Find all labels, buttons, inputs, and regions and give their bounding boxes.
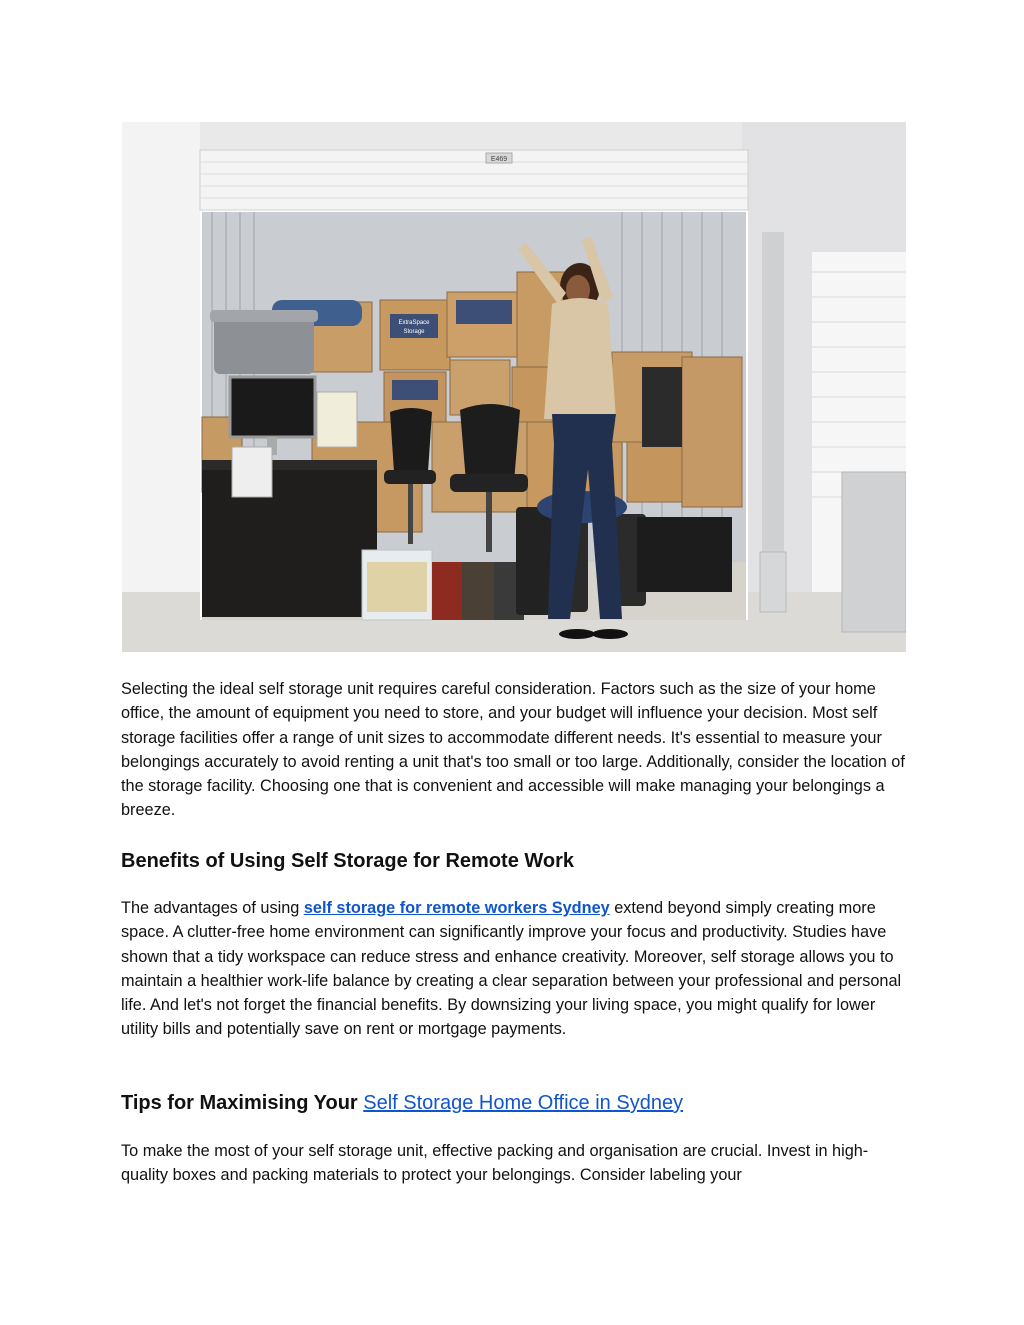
paragraph-3: To make the most of your self storage unit, effective packing and organisation are crucial. Invest in high-quality boxes and packing materials to protect your belongings. Consider labeling your: [121, 1142, 869, 1185]
section-tips: [121, 1090, 905, 1116]
storage-unit-illustration: [122, 122, 906, 652]
paragraph-2-after: extend beyond simply creating more space. A clutter-free home environment can significantly improve your focus and productivity. Studies have shown that a tidy workspace can reduce stress and enhance creativity. Moreover, self storage allows you to maintain a healthier work-life balance by creating a clear separation between your professional and personal life. And let's not forget the financial benefits. By downsizing your living space, you might qualify for lower utility bills and potentially save on rent or mortgage payments.: [121, 899, 902, 1039]
storage-unit-photo: [122, 122, 906, 652]
benefits-heading: Benefits of Using Self Storage for Remote Work: [121, 850, 575, 872]
paragraph-tips: [121, 1139, 905, 1188]
tips-heading-text: Tips for Maximising Your: [121, 1092, 364, 1114]
tips-heading: [121, 1090, 905, 1116]
home-office-link[interactable]: Self Storage Home Office in Sydney: [363, 1092, 684, 1114]
paragraph-2-before: The advantages of using: [121, 899, 304, 917]
remote-workers-link[interactable]: self storage for remote workers Sydney: [303, 899, 610, 917]
paragraph-2: [121, 896, 905, 1042]
box-brand-line2: Storage: [403, 329, 425, 335]
box-brand-line1: ExtraSpace: [398, 320, 430, 326]
paragraph-unit-selection: [121, 677, 905, 823]
paragraph-1: Selecting the ideal self storage unit requires careful consideration. Factors such as the size of your home office, the amount of equipment you need to store, and your budget will influence your decision. Most self storage facilities offer a range of unit sizes to accommodate different needs. It's essential to measure your belongings accurately to avoid renting a unit that's too small or too large. Additionally, consider the location of the storage facility. Choosing one that is convenient and accessible will make managing your belongings a breeze.: [121, 680, 905, 820]
section-benefits: [121, 848, 905, 874]
unit-number-label: E469: [490, 156, 508, 163]
paragraph-benefits: [121, 896, 905, 1042]
